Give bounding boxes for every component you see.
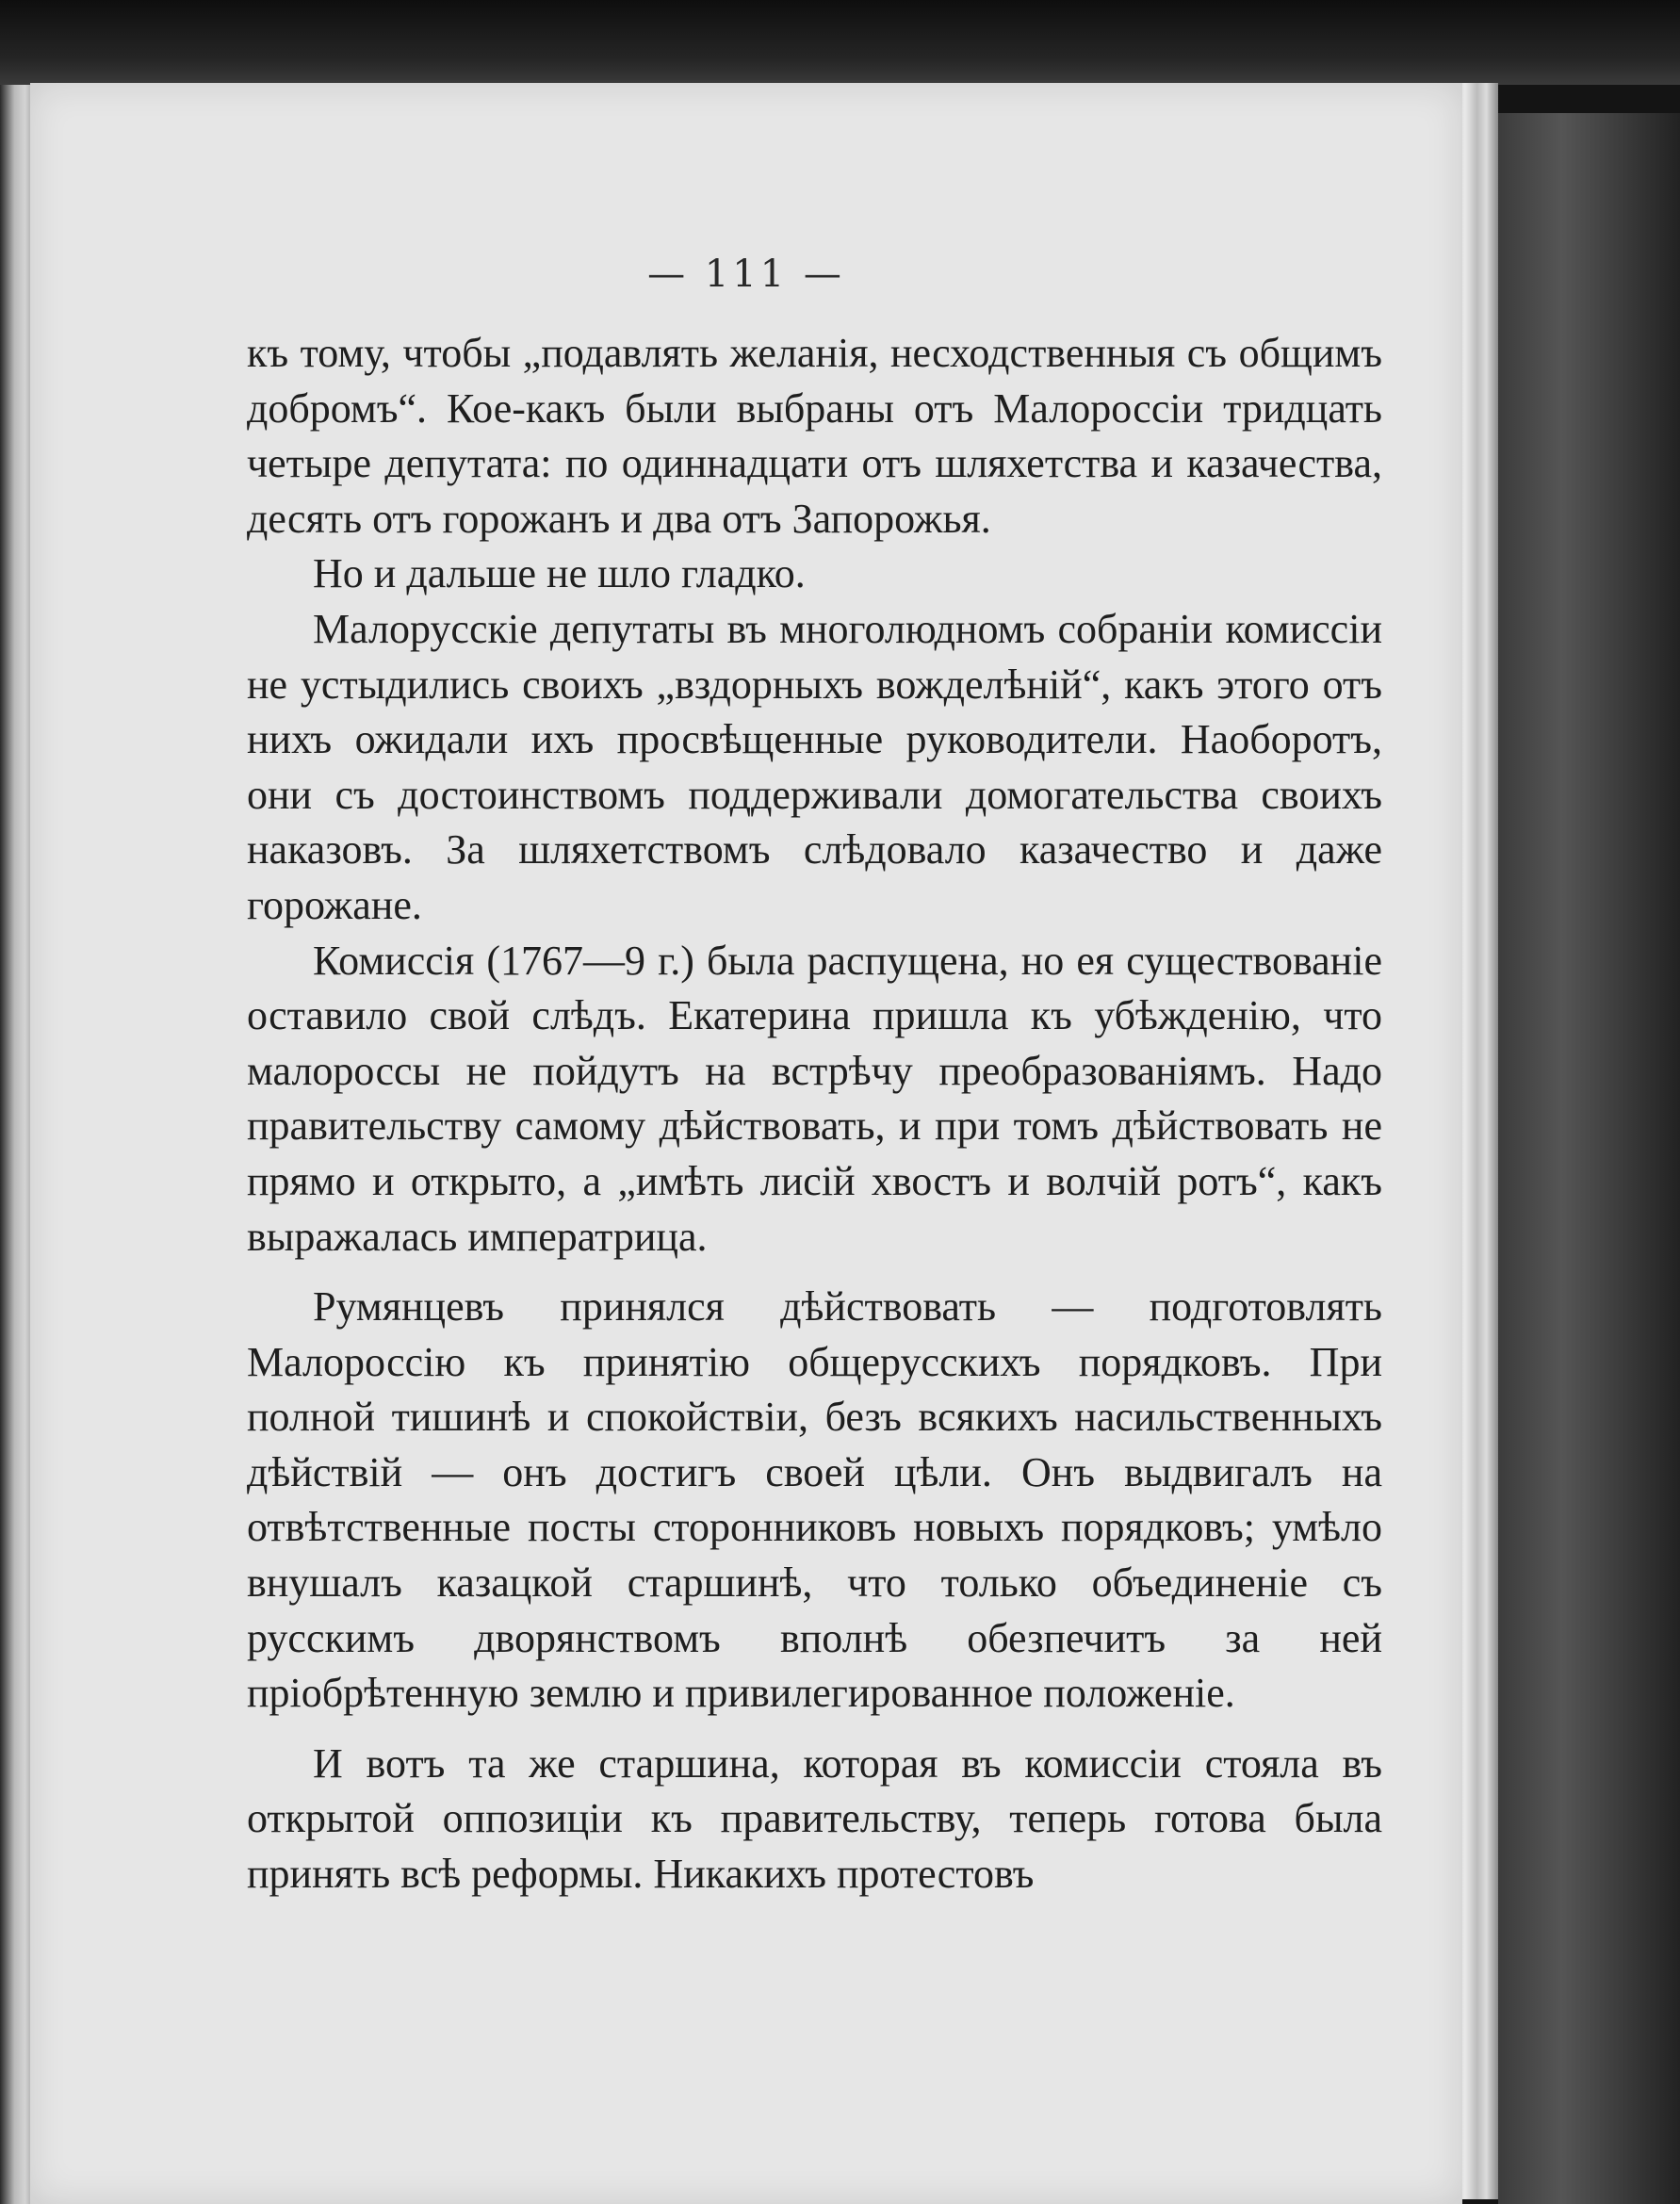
paragraph-4: Комиссія (1767—9 г.) была распущена, но ея существованіе оставило свой слѣдъ. Екатерина пришла къ убѣжденію, что малороссы не пойдутъ на встрѣчу преобразованіямъ. Надо правительству самому дѣйствовать, и при томъ дѣйствовать не прямо и открыто, а „имѣть лисій хвостъ и волчій ротъ“, какъ выражалась императрица.: [247, 937, 1382, 1260]
page-number: — 111 —: [647, 253, 845, 296]
paragraph-3: Малорусскіе депутаты въ многолюдномъ собраніи комиссіи не устыдились своихъ „вздорныхъ вожделѣній“, какъ этого отъ нихъ ожидали ихъ просвѣщенные руководители. Наоборотъ, они съ достоинствомъ поддерживали домогательства своихъ наказовъ. За шляхетствомъ слѣдовало казачество и даже горожане.: [247, 605, 1382, 928]
book-top-edge: [0, 0, 1680, 85]
paragraph-2: Но и дальше не шло гладко.: [313, 550, 806, 597]
paragraph-1: къ тому, чтобы „подавлять желанія, несходственныя съ общимъ добромъ“. Кое-какъ были выбраны отъ Малороссіи тридцать четыре депутата: по одиннадцати отъ шляхетства и казачества, десять отъ горожанъ и два отъ Запорожья.: [247, 330, 1382, 542]
paragraph-6: И вотъ та же старшина, которая въ комиссіи стояла въ открытой оппозиціи къ правительству, теперь готова была принять всѣ реформы. Никакихъ протестовъ: [247, 1739, 1382, 1898]
paragraph-5: Румянцевъ принялся дѣйствовать — подготовлять Малороссію къ принятію общерусскихъ порядковъ. При полной тишинѣ и спокойствіи, безъ всякихъ насильственныхъ дѣйствій — онъ достигъ своей цѣли. Онъ выдвигалъ на отвѣтственные посты сторонниковъ новыхъ порядковъ; умѣло внушалъ казацкой старшинѣ, что только объединеніе съ русскимъ дворянствомъ вполнѣ обезпечитъ за ней пріобрѣтенную землю и привилегированное положеніе.: [247, 1283, 1382, 1717]
page-text: [247, 326, 1382, 1902]
book-page: [30, 83, 1462, 2204]
book-cover-edge: [1498, 113, 1680, 2204]
